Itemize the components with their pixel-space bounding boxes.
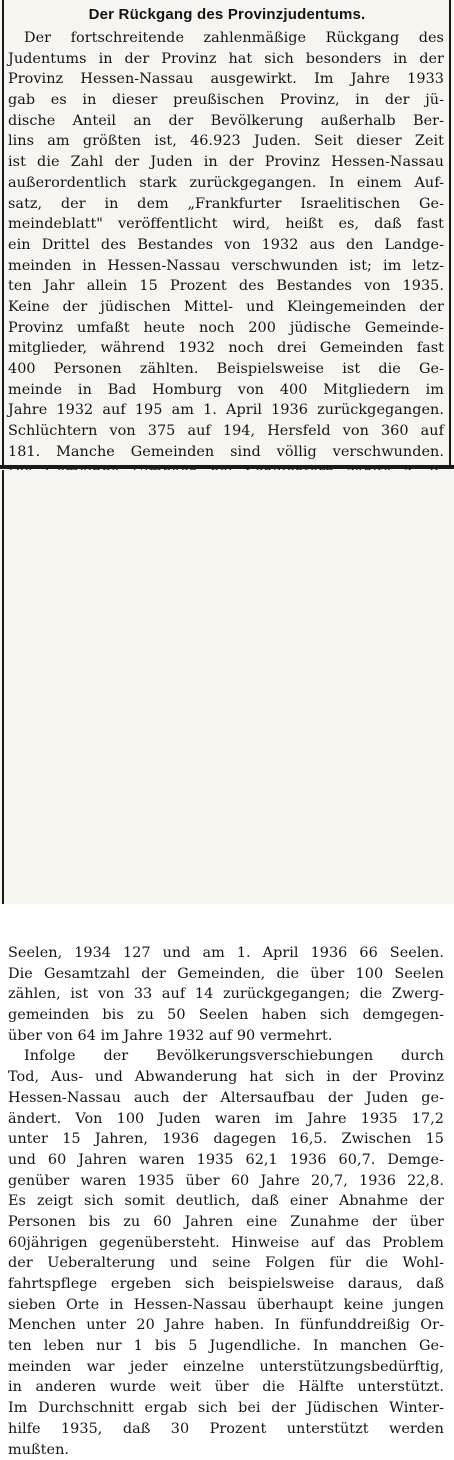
text-line: Im Durchschnitt ergab sich bei der Jüdischen Winter- (8, 1398, 444, 1419)
text-line: mitglieder, während 1932 noch drei Gemeinden fast (8, 338, 444, 359)
article-headline: Der Rückgang des Provinzjudentums. (0, 6, 454, 24)
clipping-part-bottom (0, 470, 454, 904)
text-line: 181. Manche Gemeinden sind völlig verschwunden. (8, 442, 444, 463)
text-line: außerordentlich stark zurückgegangen. In einem Auf- (8, 173, 444, 194)
text-line: meinden war jeder einzelne unterstützungsbedürftig, (8, 1357, 444, 1378)
clipping-divider (0, 465, 454, 469)
text-line: ten Jahr allein 15 Prozent des Bestandes von 1935. (8, 276, 444, 297)
text-line: und 60 Jahren waren 1935 62,1 1936 60,7. Demge- (8, 1150, 444, 1171)
text-line: meinden in Hessen-Nassau verschwunden ist; im letz- (8, 256, 444, 277)
text-line: genüber waren 1935 über 60 Jahre 20,7, 1936 22,8. (8, 1171, 444, 1192)
text-line: Tod, Aus- und Abwanderung hat sich in der Provinz (8, 1067, 444, 1088)
text-line: der Ueberalterung und seine Folgen für die Wohl- (8, 1253, 444, 1274)
clipping-left-edge (2, 0, 4, 466)
text-line: satz, der in dem „Frankfurter Israelitischen Ge- (8, 194, 444, 215)
text-line: Personen bis zu 60 Jahren eine Zunahme der über (8, 1212, 444, 1233)
clipping-right-edge (449, 0, 451, 466)
text-line: Judentums in der Provinz hat sich besonders in der (8, 49, 444, 70)
text-line: meindeblatt" veröffentlicht wird, heißt es, daß fast (8, 214, 444, 235)
text-line: dische Anteil an der Bevölkerung außerhalb Ber- (8, 111, 444, 132)
text-line: ist die Zahl der Juden in der Provinz Hessen-Nassau (8, 152, 444, 173)
text-line: in anderen wurde weit über die Hälfte unterstützt. (8, 1377, 444, 1398)
text-line: unter 15 Jahren, 1936 dagegen 16,5. Zwischen 15 (8, 1129, 444, 1150)
text-line: Die Gesamtzahl der Gemeinden, die über 100 Seelen (8, 964, 444, 985)
text-line: 400 Personen zählten. Beispielsweise ist die Ge- (8, 359, 444, 380)
text-line: hilfe 1935, daß 30 Prozent unterstützt werden (8, 1419, 444, 1440)
text-line: Jahre 1932 auf 195 am 1. April 1936 zurückgegangen. (8, 400, 444, 421)
clipping-left-edge (2, 470, 4, 904)
text-line: Keine der jüdischen Mittel- und Kleingemeinden der (8, 297, 444, 318)
text-line: ein Drittel des Bestandes von 1932 aus den Landge- (8, 235, 444, 256)
text-line: Schlüchtern von 375 auf 194, Hersfeld von 360 auf (8, 421, 444, 442)
text-line: fahrtspflege ergeben sich beispielsweise daraus, daß (8, 1274, 444, 1295)
text-line: mußten. (8, 1440, 444, 1460)
article-text-bottom (8, 943, 444, 1460)
text-line: Seelen, 1934 127 und am 1. April 1936 66 Seelen. (8, 943, 444, 964)
text-line: sieben Orte in Hessen-Nassau überhaupt keine jungen (8, 1295, 444, 1316)
text-line: 60jährigen gegenübersteht. Hinweise auf das Problem (8, 1233, 444, 1254)
text-line: meinde in Bad Homburg von 400 Mitgliedern im (8, 380, 444, 401)
text-line: gemeinden bis zu 50 Seelen haben sich demgegen- (8, 1005, 444, 1026)
text-line: Infolge der Bevölkerungsverschiebungen durch (8, 1046, 444, 1067)
text-line: gab es in dieser preußischen Provinz, in der jü- (8, 90, 444, 111)
text-line: ändert. Von 100 Juden waren im Jahre 1935 17,2 (8, 1109, 444, 1130)
text-line: Provinz umfaßt heute noch 200 jüdische Gemeinde- (8, 318, 444, 339)
text-line: lins am größten ist, 46.923 Juden. Seit dieser Zeit (8, 131, 444, 152)
text-line: ten leben nur 1 bis 5 Jugendliche. In manchen Ge- (8, 1336, 444, 1357)
text-line: Es zeigt sich somit deutlich, daß einer Abnahme der (8, 1191, 444, 1212)
text-line: zählen, ist von 33 auf 14 zurückgegangen; die Zwerg- (8, 984, 444, 1005)
text-line: Menchen unter 20 Jahre haben. In fünfunddreißig Or- (8, 1315, 444, 1336)
clipping-part-top (0, 0, 454, 466)
text-line: Provinz Hessen-Nassau ausgewirkt. Im Jahre 1933 (8, 69, 444, 90)
text-line: Hessen-Nassau auch der Altersaufbau der Juden ge- (8, 1088, 444, 1109)
text-line: über von 64 im Jahre 1932 auf 90 vermehrt. (8, 1026, 444, 1047)
text-line: Der fortschreitende zahlenmäßige Rückgang des (8, 28, 444, 49)
